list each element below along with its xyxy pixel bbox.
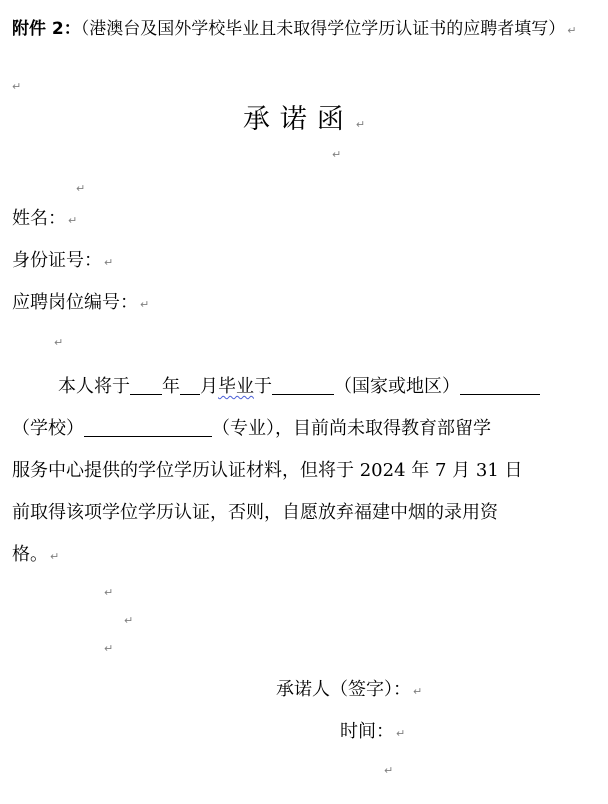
paragraph-mark: ↵ <box>124 614 134 627</box>
signer-line <box>276 675 422 701</box>
attachment-heading <box>12 14 602 46</box>
attachment-label: 附件 2： <box>12 19 81 39</box>
paragraph-mark: ↵ <box>140 298 150 311</box>
paragraph-mark: ↵ <box>50 550 60 563</box>
pledge-line-5: 格。 ↵ <box>12 544 60 565</box>
position-code-label: 应聘岗位编号： <box>12 292 138 313</box>
paragraph-mark: ↵ <box>104 256 114 269</box>
paragraph-mark: ↵ <box>384 764 394 777</box>
paragraph-mark: ↵ <box>76 182 86 195</box>
major-blank <box>84 414 212 437</box>
page-title: 承诺函 ↵ <box>242 104 366 135</box>
pledge-line-2: （学校） （专业），目前尚未取得教育部留学 <box>12 408 598 450</box>
graduation-year-blank <box>130 372 162 395</box>
date-line <box>340 717 405 743</box>
signer-label: 承诺人（签字）： <box>276 679 411 700</box>
paragraph-mark: ↵ <box>54 336 64 349</box>
date-label: 时间： <box>340 721 394 742</box>
school-blank <box>460 372 540 395</box>
paragraph-mark: ↵ <box>396 727 406 740</box>
paragraph-mark: ↵ <box>567 24 577 37</box>
pledge-paragraph <box>12 366 598 578</box>
graduation-month-blank <box>180 372 200 395</box>
paragraph-mark: ↵ <box>104 642 114 655</box>
name-field <box>12 204 77 230</box>
paragraph-mark: ↵ <box>12 80 22 93</box>
country-region-blank <box>272 372 334 395</box>
name-label: 姓名： <box>12 208 66 229</box>
paragraph-mark: ↵ <box>68 214 78 227</box>
paragraph-mark: ↵ <box>332 148 342 161</box>
pledge-line-1: 本人将于 年 月毕业于 （国家或地区） <box>12 366 598 408</box>
pledge-line-4: 前取得该项学位学历认证，否则，自愿放弃福建中烟的录用资 <box>12 502 498 523</box>
paragraph-mark: ↵ <box>413 685 423 698</box>
id-number-label: 身份证号： <box>12 250 102 271</box>
paragraph-mark: ↵ <box>104 586 114 599</box>
id-number-field <box>12 246 113 272</box>
position-code-field <box>12 288 149 314</box>
pledge-line-3: 服务中心提供的学位学历认证材料，但将于 2024 年 7 月 31 日 <box>12 460 523 481</box>
paragraph-mark: ↵ <box>355 118 366 131</box>
attachment-note: （港澳台及国外学校毕业且未取得学位学历认证书的应聘者填写） <box>80 19 566 39</box>
